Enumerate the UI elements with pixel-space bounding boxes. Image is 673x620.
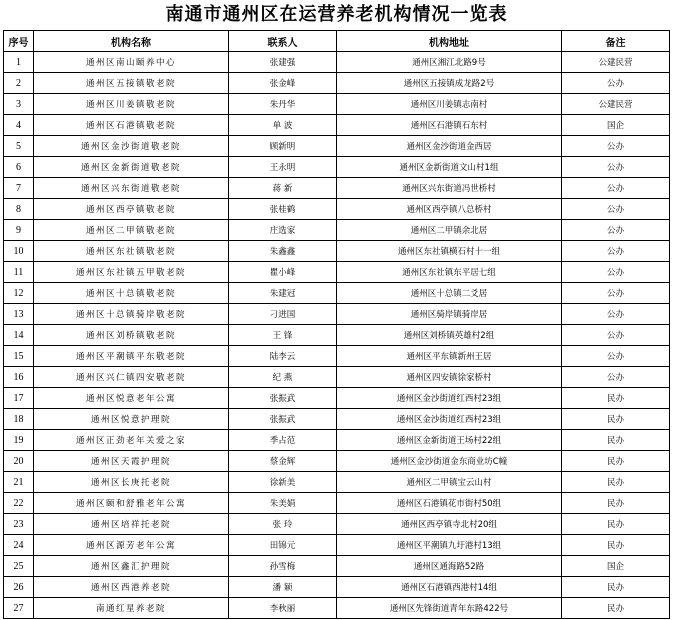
table-row — [4, 430, 670, 451]
header-contact: 联系人 — [229, 31, 337, 52]
institution-table — [3, 30, 670, 619]
row-name: 通州区悦意护理院 — [34, 409, 229, 430]
row-name: 通州区源芳老年公寓 — [34, 535, 229, 556]
row-address: 通州区通海路52路 — [337, 556, 562, 577]
row-name: 南通红星养老院 — [34, 598, 229, 619]
row-index: 14 — [4, 325, 34, 346]
row-address: 通州区四安镇徐家桥村 — [337, 367, 562, 388]
row-index: 17 — [4, 388, 34, 409]
row-address: 通州区石港镇花市街村50组 — [337, 493, 562, 514]
row-address: 通州区平东镇新州王居 — [337, 346, 562, 367]
table-row — [4, 535, 670, 556]
table-row — [4, 556, 670, 577]
row-index: 19 — [4, 430, 34, 451]
row-index: 10 — [4, 241, 34, 262]
row-note: 民办 — [562, 598, 670, 619]
row-address: 通州区金沙街道金东商业坊C幢 — [337, 451, 562, 472]
table-row — [4, 493, 670, 514]
row-contact: 张振武 — [229, 409, 337, 430]
row-name: 通州区平潮镇平东敬老院 — [34, 346, 229, 367]
row-address: 通州区西亭镇寺北村20组 — [337, 514, 562, 535]
table-row — [4, 514, 670, 535]
row-name: 通州区东社镇敬老院 — [34, 241, 229, 262]
row-contact: 朱鑫鑫 — [229, 241, 337, 262]
row-address: 通州区刘桥镇英雄村2组 — [337, 325, 562, 346]
row-address: 通州区五接镇成龙路2号 — [337, 73, 562, 94]
row-contact: 田锦元 — [229, 535, 337, 556]
row-note: 公办 — [562, 157, 670, 178]
table-row — [4, 73, 670, 94]
row-contact: 庄选家 — [229, 220, 337, 241]
row-address: 通州区西亭镇八总桥村 — [337, 199, 562, 220]
table-row — [4, 388, 670, 409]
row-contact: 张金峰 — [229, 73, 337, 94]
row-index: 22 — [4, 493, 34, 514]
table-row — [4, 451, 670, 472]
row-index: 12 — [4, 283, 34, 304]
row-address: 通州区金沙街道金西居 — [337, 136, 562, 157]
row-index: 1 — [4, 52, 34, 73]
row-name: 通州区南山颐养中心 — [34, 52, 229, 73]
row-address: 通州区先锋街道青年东路422号 — [337, 598, 562, 619]
row-note: 民办 — [562, 451, 670, 472]
row-index: 16 — [4, 367, 34, 388]
row-name: 通州区长庚托老院 — [34, 472, 229, 493]
table-row — [4, 304, 670, 325]
table-body — [4, 52, 670, 619]
row-index: 4 — [4, 115, 34, 136]
row-index: 5 — [4, 136, 34, 157]
row-name: 通州区刘桥镇敬老院 — [34, 325, 229, 346]
row-index: 11 — [4, 262, 34, 283]
table-row — [4, 52, 670, 73]
row-name: 通州区二甲镇敬老院 — [34, 220, 229, 241]
table-row — [4, 346, 670, 367]
row-contact: 张 玲 — [229, 514, 337, 535]
row-name: 通州区兴仁镇四安敬老院 — [34, 367, 229, 388]
table-row — [4, 115, 670, 136]
table-row — [4, 283, 670, 304]
row-address: 通州区石港镇石东村 — [337, 115, 562, 136]
row-note: 公办 — [562, 304, 670, 325]
row-index: 13 — [4, 304, 34, 325]
row-name: 通州区悦意老年公寓 — [34, 388, 229, 409]
row-contact: 张振武 — [229, 388, 337, 409]
row-index: 3 — [4, 94, 34, 115]
row-index: 2 — [4, 73, 34, 94]
row-note: 公办 — [562, 220, 670, 241]
row-name: 通州区正劲老年关爱之家 — [34, 430, 229, 451]
row-note: 民办 — [562, 514, 670, 535]
row-address: 通州区东社镇横石村十一组 — [337, 241, 562, 262]
row-name: 通州区石港镇敬老院 — [34, 115, 229, 136]
row-note: 民办 — [562, 493, 670, 514]
table-row — [4, 241, 670, 262]
row-address: 通州区金沙街道红西村23组 — [337, 409, 562, 430]
row-note: 公办 — [562, 73, 670, 94]
row-index: 25 — [4, 556, 34, 577]
row-name: 通州区十总镇骑岸敬老院 — [34, 304, 229, 325]
table-row — [4, 157, 670, 178]
table-row — [4, 472, 670, 493]
row-note: 公办 — [562, 199, 670, 220]
row-index: 21 — [4, 472, 34, 493]
header-note: 备注 — [562, 31, 670, 52]
row-contact: 季占范 — [229, 430, 337, 451]
row-contact: 蒋 新 — [229, 178, 337, 199]
row-contact: 陆李云 — [229, 346, 337, 367]
table-row — [4, 325, 670, 346]
table-row — [4, 136, 670, 157]
row-note: 公建民营 — [562, 52, 670, 73]
table-header-row — [4, 31, 670, 52]
row-note: 公建民营 — [562, 94, 670, 115]
row-index: 24 — [4, 535, 34, 556]
row-note: 公办 — [562, 136, 670, 157]
row-contact: 瞿小峰 — [229, 262, 337, 283]
row-index: 7 — [4, 178, 34, 199]
row-note: 公办 — [562, 262, 670, 283]
row-address: 通州区二甲镇宝云山村 — [337, 472, 562, 493]
row-contact: 王永明 — [229, 157, 337, 178]
row-note: 民办 — [562, 472, 670, 493]
header-index: 序号 — [4, 31, 34, 52]
row-address: 通州区二甲镇余北居 — [337, 220, 562, 241]
row-name: 通州区西港养老院 — [34, 577, 229, 598]
row-note: 公办 — [562, 346, 670, 367]
row-contact: 纪 燕 — [229, 367, 337, 388]
row-note: 民办 — [562, 388, 670, 409]
row-note: 公办 — [562, 325, 670, 346]
row-address: 通州区兴东街道冯世桥村 — [337, 178, 562, 199]
row-note: 公办 — [562, 241, 670, 262]
row-contact: 李秋丽 — [229, 598, 337, 619]
table-row — [4, 409, 670, 430]
row-contact: 王 锋 — [229, 325, 337, 346]
row-name: 通州区西亭镇敬老院 — [34, 199, 229, 220]
row-address: 通州区湘江北路9号 — [337, 52, 562, 73]
row-contact: 顾新明 — [229, 136, 337, 157]
row-note: 民办 — [562, 409, 670, 430]
row-index: 27 — [4, 598, 34, 619]
row-contact: 单 波 — [229, 115, 337, 136]
row-contact: 朱建冠 — [229, 283, 337, 304]
row-note: 国企 — [562, 115, 670, 136]
row-address: 通州区平潮镇九圩港村13组 — [337, 535, 562, 556]
row-name: 通州区培祥托老院 — [34, 514, 229, 535]
row-contact: 张建强 — [229, 52, 337, 73]
table-row — [4, 598, 670, 619]
row-address: 通州区十总镇二爻居 — [337, 283, 562, 304]
row-index: 8 — [4, 199, 34, 220]
row-note: 公办 — [562, 178, 670, 199]
row-name: 通州区金新街道敬老院 — [34, 157, 229, 178]
row-address: 通州区金新街道王场村22组 — [337, 430, 562, 451]
row-contact: 朱丹华 — [229, 94, 337, 115]
table-row — [4, 178, 670, 199]
row-note: 国企 — [562, 556, 670, 577]
table-row — [4, 220, 670, 241]
row-note: 民办 — [562, 430, 670, 451]
row-index: 6 — [4, 157, 34, 178]
row-contact: 蔡金辉 — [229, 451, 337, 472]
row-note: 公办 — [562, 367, 670, 388]
row-address: 通州区金沙街道红西村23组 — [337, 388, 562, 409]
row-name: 通州区东社镇五甲敬老院 — [34, 262, 229, 283]
row-contact: 潘 颖 — [229, 577, 337, 598]
row-name: 通州区天霞护理院 — [34, 451, 229, 472]
row-name: 通州区五接镇敬老院 — [34, 73, 229, 94]
table-row — [4, 367, 670, 388]
row-contact: 刁进国 — [229, 304, 337, 325]
row-index: 20 — [4, 451, 34, 472]
row-address: 通州区川姜镇志南村 — [337, 94, 562, 115]
row-index: 18 — [4, 409, 34, 430]
row-name: 通州区川姜镇敬老院 — [34, 94, 229, 115]
row-name: 通州区金沙街道敬老院 — [34, 136, 229, 157]
row-name: 通州区颐和舒雅老年公寓 — [34, 493, 229, 514]
header-address: 机构地址 — [337, 31, 562, 52]
row-address: 通州区石港镇西港村14组 — [337, 577, 562, 598]
row-contact: 张桂鹤 — [229, 199, 337, 220]
row-index: 9 — [4, 220, 34, 241]
row-address: 通州区骑岸镇骑岸居 — [337, 304, 562, 325]
row-contact: 朱美娟 — [229, 493, 337, 514]
table-row — [4, 262, 670, 283]
row-index: 26 — [4, 577, 34, 598]
row-note: 民办 — [562, 577, 670, 598]
table-row — [4, 94, 670, 115]
table-row — [4, 199, 670, 220]
row-note: 公办 — [562, 283, 670, 304]
page-title: 南通市通州区在运营养老机构情况一览表 — [165, 4, 508, 25]
row-address: 通州区东社镇东平居七组 — [337, 262, 562, 283]
row-index: 15 — [4, 346, 34, 367]
row-name: 通州区十总镇敬老院 — [34, 283, 229, 304]
row-name: 通州区鑫汇护理院 — [34, 556, 229, 577]
row-address: 通州区金新街道文山村1组 — [337, 157, 562, 178]
header-name: 机构名称 — [34, 31, 229, 52]
row-name: 通州区兴东街道敬老院 — [34, 178, 229, 199]
row-contact: 徐新美 — [229, 472, 337, 493]
table-row — [4, 577, 670, 598]
row-contact: 孙雪梅 — [229, 556, 337, 577]
row-note: 民办 — [562, 535, 670, 556]
row-index: 23 — [4, 514, 34, 535]
